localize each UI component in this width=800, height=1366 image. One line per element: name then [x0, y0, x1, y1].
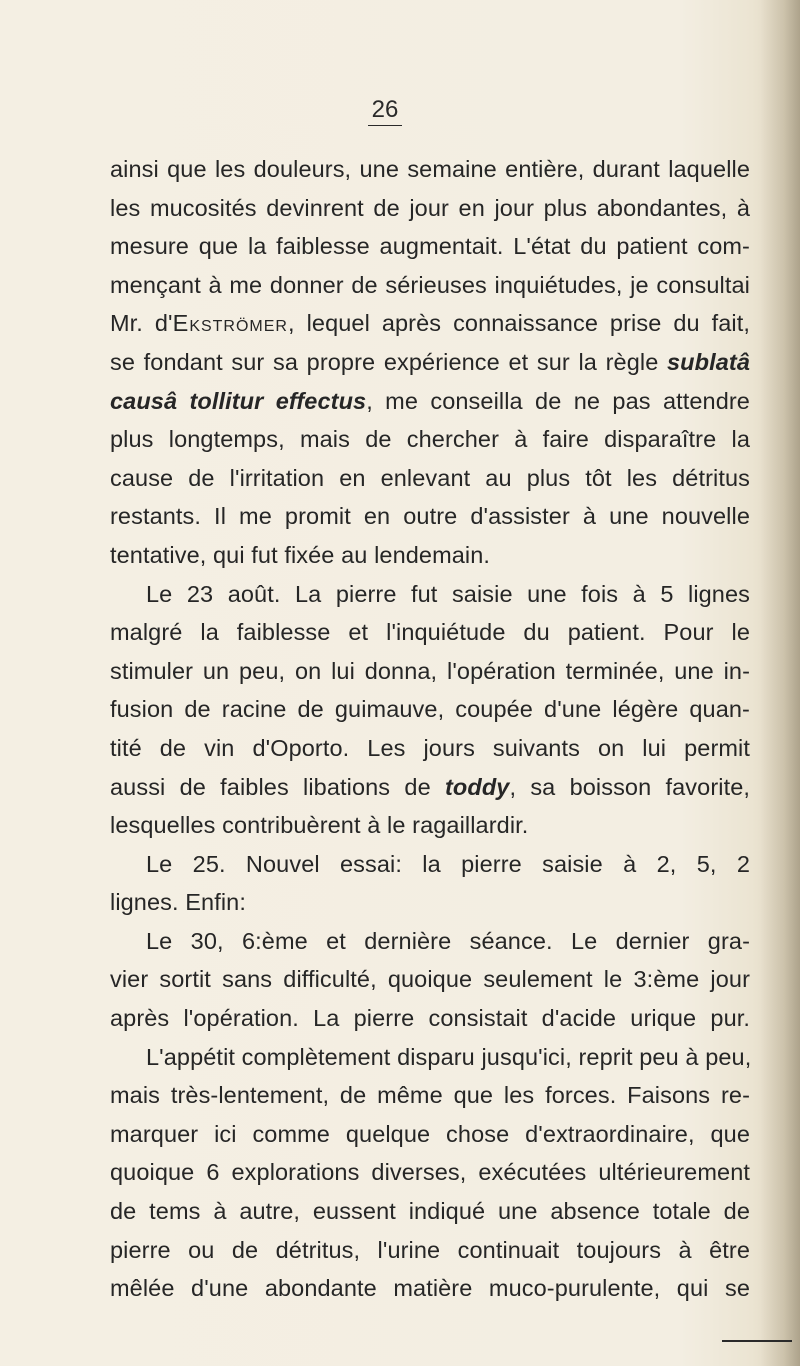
body-text [110, 150, 750, 1308]
text-line: mais très-lentement, de même que les forces. Faisons re- [110, 1082, 750, 1109]
text-line: aussi de faibles libations de toddy, sa boisson favorite, [110, 773, 751, 800]
bottom-rule [722, 1340, 792, 1342]
text-line: plus longtemps, mais de chercher à faire disparaître la [110, 426, 750, 453]
text-line: ainsi que les douleurs, une semaine entière, durant laquelle [110, 156, 750, 182]
latin-phrase: sublatâ [667, 348, 750, 375]
text-line: les mucosités devinrent de jour en jour plus abondantes, à [110, 194, 750, 221]
text-line: Mr. d'Ekströmer, lequel après connaissance prise du fait, [110, 310, 750, 337]
text-line: restants. Il me promit en outre d'assister à une nouvelle [110, 503, 750, 530]
text-line: causâ tollitur effectus, me conseilla de ne pas attendre [110, 387, 750, 414]
latin-phrase: causâ tollitur effectus [110, 387, 367, 414]
page-edge-shadow [760, 0, 800, 1366]
text-line: vier sortit sans difficulté, quoique seulement le 3:ème jour [110, 966, 750, 993]
page-number: 26 [0, 96, 800, 126]
italic-word: toddy [444, 773, 510, 800]
text-line: pierre ou de détritus, l'urine continuait toujours à être [110, 1236, 750, 1263]
text-line: L'appétit complètement disparu jusqu'ici, reprit peu à peu, [146, 1043, 752, 1070]
text-line: mêlée d'une abondante matière muco-purulente, qui se [110, 1275, 750, 1302]
text-line: cause de l'irritation en enlevant au plus tôt les détritus [110, 464, 750, 491]
author-name: Ekströmer [172, 310, 288, 337]
text-line: mesure que la faiblesse augmentait. L'état du patient com- [110, 233, 750, 260]
text-line: lesquelles contribuèrent à le ragaillardir. [110, 812, 529, 839]
text-line: mençant à me donner de sérieuses inquiétudes, je consultai [110, 271, 750, 298]
text-line: marquer ici comme quelque chose d'extraordinaire, que [110, 1120, 750, 1147]
text-line: stimuler un peu, on lui donna, l'opération terminée, une in- [110, 657, 750, 684]
text-line: Le 23 août. La pierre fut saisie une fois à 5 lignes [146, 580, 750, 607]
text-line: fusion de racine de guimauve, coupée d'une légère quan- [110, 696, 750, 723]
text-line: tentative, qui fut fixée au lendemain. [110, 541, 491, 568]
text-line: Le 30, 6:ème et dernière séance. Le dernier gra- [146, 927, 750, 954]
text-line: après l'opération. La pierre consistait d'acide urique pur. [110, 1005, 750, 1032]
text-line: lignes. Enfin: [110, 889, 246, 916]
text-line: de tems à autre, eussent indiqué une absence totale de [110, 1198, 750, 1225]
text-line: Le 25. Nouvel essai: la pierre saisie à 2, 5, 2 [146, 850, 750, 877]
text-line: se fondant sur sa propre expérience et sur la règle sublatâ [110, 348, 750, 375]
text-line: quoique 6 explorations diverses, exécutées ultérieurement [110, 1159, 750, 1186]
text-line: malgré la faiblesse et l'inquiétude du patient. Pour le [110, 619, 750, 646]
text-line: tité de vin d'Oporto. Les jours suivants on lui permit [110, 734, 750, 761]
